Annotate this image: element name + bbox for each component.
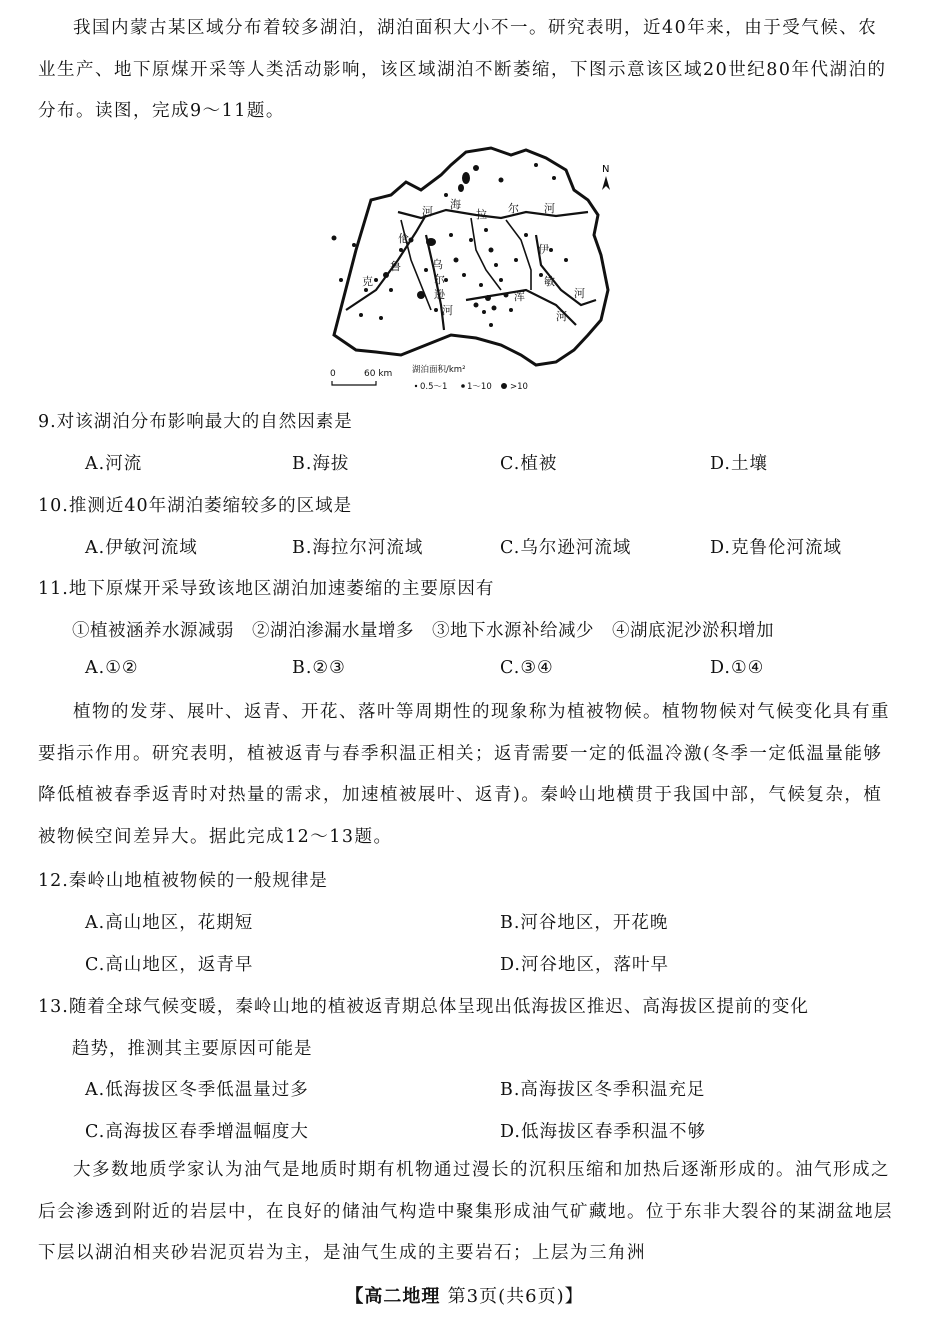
river-label: 伊 xyxy=(538,243,549,256)
page-footer xyxy=(0,1282,929,1308)
lake-distribution-map xyxy=(326,140,626,395)
river-label: 逊 xyxy=(434,288,445,301)
passage-phenology: 植物的发芽、展叶、返青、开花、落叶等周期性的现象称为植被物候。植物物候对气候变化具有重要指示作用。研究表明，植被返青与春季积温正相关；返青需要一定的低温冷激(冬季一定低温量能够降低植被春季返青时对热量的需求，加速植被展叶、返青)。秦岭山地横贯于我国中部，气候复杂，植被物候空间差异大。据此完成12～13题。 xyxy=(38,702,890,847)
q11-option-b[interactable]: B.②③ xyxy=(292,658,346,678)
river-label: 海 xyxy=(450,198,461,211)
question-9-stem: 9.对该湖泊分布影响最大的自然因素是 xyxy=(38,412,353,432)
river-label: 尔 xyxy=(508,202,519,215)
footer-page-number: 第3页(共6页)】 xyxy=(447,1286,584,1307)
question-10-stem: 10.推测近40年湖泊萎缩较多的区域是 xyxy=(38,496,353,516)
q11-option-c[interactable]: C.③④ xyxy=(500,658,554,678)
q10-option-c[interactable]: C.乌尔逊河流域 xyxy=(500,538,632,558)
q12-option-c[interactable]: C.高山地区，返青早 xyxy=(85,955,254,975)
q12-option-d[interactable]: D.河谷地区，落叶早 xyxy=(500,955,669,975)
lake-dots xyxy=(332,163,569,327)
river-label: 河 xyxy=(574,287,585,300)
river-label: 鲁 xyxy=(390,260,401,273)
q9-option-c[interactable]: C.植被 xyxy=(500,454,558,474)
scale-bar xyxy=(330,369,392,385)
question-11-stem: 11.地下原煤开采导致该地区湖泊加速萎缩的主要原因有 xyxy=(38,579,495,599)
question-13-stem-line2: 趋势，推测其主要原因可能是 xyxy=(72,1039,313,1059)
river-label: 敏 xyxy=(544,275,555,288)
passage-lakes: 我国内蒙古某区域分布着较多湖泊，湖泊面积大小不一。研究表明，近40年来，由于受气候、农业生产、地下原煤开采等人类活动影响，该区域湖泊不断萎缩，下图示意该区域20世纪80年代湖泊的分布。读图，完成9～11题。 xyxy=(38,18,887,121)
svg-text:>10: >10 xyxy=(510,382,528,392)
q13-option-a[interactable]: A.低海拔区冬季低温量过多 xyxy=(85,1080,309,1100)
river-label: 河 xyxy=(556,310,567,323)
svg-text:N: N xyxy=(602,164,610,175)
svg-text:1～10: 1～10 xyxy=(467,382,492,392)
basin-line-3 xyxy=(506,220,531,290)
footer-subject: 【高二地理 xyxy=(345,1286,441,1307)
question-12-stem: 12.秦岭山地植被物候的一般规律是 xyxy=(38,871,328,891)
river-label: 拉 xyxy=(476,208,487,221)
q11-option-d[interactable]: D.①④ xyxy=(710,658,765,678)
q10-option-a[interactable]: A.伊敏河流域 xyxy=(85,538,198,558)
svg-text:60 km: 60 km xyxy=(364,369,393,379)
river-label: 河 xyxy=(442,304,453,317)
q13-option-b[interactable]: B.高海拔区冬季积温充足 xyxy=(500,1080,706,1100)
lake-area-legend xyxy=(412,364,528,392)
river-label: 河 xyxy=(544,202,555,215)
q11-statements: ①植被涵养水源减弱 ②湖泊渗漏水量增多 ③地下水源补给减少 ④湖底泥沙淤积增加 xyxy=(72,621,774,641)
q13-option-d[interactable]: D.低海拔区春季积温不够 xyxy=(500,1122,706,1142)
q10-option-d[interactable]: D.克鲁伦河流域 xyxy=(710,538,842,558)
q10-option-b[interactable]: B.海拉尔河流域 xyxy=(292,538,424,558)
question-13-stem-line1: 13.随着全球气候变暖，秦岭山地的植被返青期总体呈现出低海拔区推迟、高海拔区提前的变化 xyxy=(38,997,809,1017)
river-label: 乌 xyxy=(432,258,443,271)
passage-oil-gas: 大多数地质学家认为油气是地质时期有机物通过漫长的沉积压缩和加热后逐渐形成的。油气形成之后会渗透到附近的岩层中，在良好的储油气构造中聚集形成油气矿藏地。位于东非大裂谷的某湖盆地层下层以湖泊相夹砂岩泥页岩为主，是油气生成的主要岩石；上层为三角洲 xyxy=(38,1160,893,1263)
river-label: 尔 xyxy=(434,273,445,286)
north-arrow-icon xyxy=(602,164,610,190)
q13-option-c[interactable]: C.高海拔区春季增温幅度大 xyxy=(85,1122,309,1142)
river-label: 浑 xyxy=(514,290,525,303)
q12-option-a[interactable]: A.高山地区，花期短 xyxy=(85,913,254,933)
q9-option-b[interactable]: B.海拔 xyxy=(292,454,350,474)
river-label: 河 xyxy=(422,205,433,218)
q12-option-b[interactable]: B.河谷地区，开花晚 xyxy=(500,913,669,933)
river-label: 伦 xyxy=(398,232,409,245)
river-label: 克 xyxy=(362,275,373,288)
svg-text:0: 0 xyxy=(330,369,336,379)
q11-option-a[interactable]: A.①② xyxy=(85,658,139,678)
river-kelulun xyxy=(346,215,426,310)
q9-option-d[interactable]: D.土壤 xyxy=(710,454,768,474)
region-boundary xyxy=(334,148,608,365)
svg-text:0.5～1: 0.5～1 xyxy=(420,382,448,392)
q9-option-a[interactable]: A.河流 xyxy=(85,454,143,474)
svg-text:湖泊面积/km²: 湖泊面积/km² xyxy=(412,365,466,375)
